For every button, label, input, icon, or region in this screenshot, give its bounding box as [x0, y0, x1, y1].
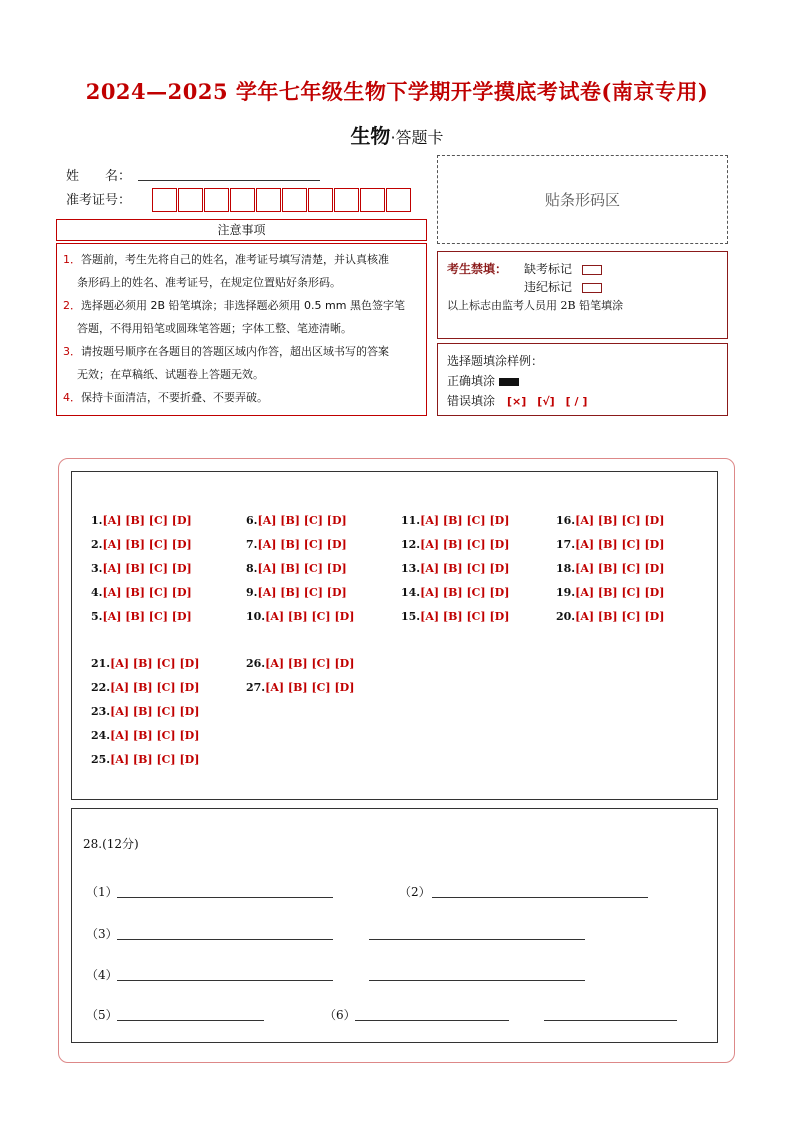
- question-28-header: 28.(12分): [83, 837, 139, 851]
- answer-options[interactable]: [A] [B] [C] [D]: [110, 681, 200, 694]
- question-number: 13.: [401, 562, 421, 575]
- note-item: [63, 248, 420, 271]
- choice-question-7[interactable]: [246, 538, 347, 551]
- answer-options[interactable]: [A] [B] [C] [D]: [102, 562, 192, 575]
- page-title: 2024—2025 学年七年级生物下学期开学摸底考试卷(南京专用): [85, 79, 709, 104]
- choice-question-12[interactable]: [401, 538, 509, 551]
- id-digit-box[interactable]: [334, 188, 359, 212]
- answer-line-1[interactable]: [117, 897, 333, 898]
- note-text: 保持卡面清洁，不要折叠、不要弄破。: [81, 391, 268, 404]
- choice-question-8[interactable]: [246, 562, 347, 575]
- answer-options[interactable]: [A] [B] [C] [D]: [257, 538, 347, 551]
- wrong-marks: [×] [√] [ / ]: [507, 395, 588, 408]
- choice-question-27[interactable]: [246, 681, 354, 694]
- id-digit-box[interactable]: [178, 188, 203, 212]
- answer-line-4b[interactable]: [369, 980, 585, 981]
- choice-question-16[interactable]: [556, 514, 664, 527]
- answer-options[interactable]: [A] [B] [C] [D]: [420, 514, 510, 527]
- choice-question-19[interactable]: [556, 586, 664, 599]
- ban-note: 以上标志由监考人员用 2B 铅笔填涂: [447, 299, 624, 312]
- question-number: 10.: [246, 610, 266, 623]
- question-number: 18.: [556, 562, 576, 575]
- choice-question-23[interactable]: [91, 705, 199, 718]
- answer-options[interactable]: [A] [B] [C] [D]: [420, 562, 510, 575]
- answer-line-3b[interactable]: [369, 939, 585, 940]
- answer-label-5: （5）: [86, 1008, 118, 1022]
- question-number: 15.: [401, 610, 421, 623]
- answer-options[interactable]: [A] [B] [C] [D]: [420, 586, 510, 599]
- answer-options[interactable]: [A] [B] [C] [D]: [102, 586, 192, 599]
- choice-question-5[interactable]: [91, 610, 192, 623]
- note-item: [63, 340, 420, 363]
- answer-options[interactable]: [A] [B] [C] [D]: [575, 562, 665, 575]
- answer-options[interactable]: [A] [B] [C] [D]: [110, 729, 200, 742]
- answer-options[interactable]: [A] [B] [C] [D]: [575, 610, 665, 623]
- choice-question-15[interactable]: [401, 610, 509, 623]
- id-digit-box[interactable]: [282, 188, 307, 212]
- question-number: 11.: [401, 514, 421, 527]
- question-number: 6.: [246, 514, 258, 527]
- violation-label: 违纪标记: [524, 280, 573, 294]
- sample-title: 选择题填涂样例：: [447, 354, 544, 368]
- note-text: 选择题必须用 2B 铅笔填涂；非选择题必须用 0.5 mm 黑色签字笔: [81, 299, 405, 312]
- answer-line-4a[interactable]: [117, 980, 333, 981]
- note-number: 3．: [63, 345, 81, 358]
- choice-question-17[interactable]: [556, 538, 664, 551]
- answer-options[interactable]: [A] [B] [C] [D]: [102, 538, 192, 551]
- question-number: 25.: [91, 753, 111, 766]
- choice-question-24[interactable]: [91, 729, 199, 742]
- name-label: 姓 名：: [66, 169, 132, 184]
- choice-question-11[interactable]: [401, 514, 509, 527]
- subtitle: [0, 120, 794, 149]
- choice-question-9[interactable]: [246, 586, 347, 599]
- barcode-label: 贴条形码区: [544, 191, 620, 209]
- question-28-section: [71, 808, 718, 1043]
- question-number: 2.: [91, 538, 103, 551]
- wrong-label: 错误填涂: [447, 394, 496, 408]
- answer-options[interactable]: [A] [B] [C] [D]: [420, 610, 510, 623]
- answer-options[interactable]: [A] [B] [C] [D]: [110, 753, 200, 766]
- choice-question-25[interactable]: [91, 753, 199, 766]
- answer-options[interactable]: [A] [B] [C] [D]: [575, 538, 665, 551]
- question-number: 16.: [556, 514, 576, 527]
- answer-line-5[interactable]: [117, 1020, 264, 1021]
- choice-question-2[interactable]: [91, 538, 192, 551]
- wrong-sample-row: [447, 392, 587, 409]
- notes-heading: 注意事项: [56, 219, 427, 241]
- notes-box: [56, 243, 427, 416]
- barcode-area: [437, 155, 728, 244]
- answer-label-6: （6）: [324, 1008, 356, 1022]
- answer-options[interactable]: [A] [B] [C] [D]: [575, 514, 665, 527]
- answer-options[interactable]: [A] [B] [C] [D]: [420, 538, 510, 551]
- filled-bubble-icon: [499, 378, 519, 386]
- answer-options[interactable]: [A] [B] [C] [D]: [265, 657, 355, 670]
- id-digit-box[interactable]: [204, 188, 229, 212]
- note-text: 请按题号顺序在各题目的答题区域内作答，超出区域书写的答案: [81, 345, 389, 358]
- question-number: 7.: [246, 538, 258, 551]
- absent-mark-row: [524, 260, 602, 277]
- answer-options[interactable]: [A] [B] [C] [D]: [102, 514, 192, 527]
- choice-question-3[interactable]: [91, 562, 192, 575]
- name-field[interactable]: [138, 180, 320, 181]
- note-text: 条形码上的姓名、准考证号，在规定位置贴好条形码。: [77, 276, 341, 289]
- question-number: 1.: [91, 514, 103, 527]
- id-digit-box[interactable]: [308, 188, 333, 212]
- note-number: 2．: [63, 299, 81, 312]
- choice-question-4[interactable]: [91, 586, 192, 599]
- question-number: 5.: [91, 610, 103, 623]
- question-number: 17.: [556, 538, 576, 551]
- id-label: 准考证号：: [66, 193, 132, 208]
- question-number: 20.: [556, 610, 576, 623]
- question-number: 26.: [246, 657, 266, 670]
- choice-question-21[interactable]: [91, 657, 199, 670]
- answer-options[interactable]: [A] [B] [C] [D]: [265, 610, 355, 623]
- question-number: 22.: [91, 681, 111, 694]
- answer-line-6b[interactable]: [544, 1020, 677, 1021]
- answer-options[interactable]: [A] [B] [C] [D]: [257, 562, 347, 575]
- choice-question-1[interactable]: [91, 514, 192, 527]
- note-text: 答题前，考生先将自己的姓名，准考证号填写清楚，并认真核准: [81, 253, 389, 266]
- question-number: 4.: [91, 586, 103, 599]
- question-number: 27.: [246, 681, 266, 694]
- question-number: 9.: [246, 586, 258, 599]
- id-number-boxes[interactable]: [152, 188, 412, 212]
- note-text: 答题，不得用铅笔或圆珠笔答题；字体工整、笔迹清晰。: [77, 322, 352, 335]
- note-item: [63, 294, 420, 317]
- answer-label-4: （4）: [86, 968, 118, 982]
- question-number: 12.: [401, 538, 421, 551]
- violation-mark-box[interactable]: [582, 283, 602, 293]
- choice-question-22[interactable]: [91, 681, 199, 694]
- answer-options[interactable]: [A] [B] [C] [D]: [257, 514, 347, 527]
- answer-card-label: 答题卡: [395, 128, 444, 147]
- choice-question-14[interactable]: [401, 586, 509, 599]
- question-number: 23.: [91, 705, 111, 718]
- id-digit-box[interactable]: [360, 188, 385, 212]
- proctor-marks-box: [437, 251, 728, 339]
- question-number: 19.: [556, 586, 576, 599]
- note-number: 1．: [63, 253, 81, 266]
- answer-line-3a[interactable]: [117, 939, 333, 940]
- id-digit-box[interactable]: [386, 188, 411, 212]
- answer-options[interactable]: [A] [B] [C] [D]: [575, 586, 665, 599]
- absent-label: 缺考标记: [524, 262, 573, 276]
- absent-mark-box[interactable]: [582, 265, 602, 275]
- choice-question-13[interactable]: [401, 562, 509, 575]
- answer-options[interactable]: [A] [B] [C] [D]: [110, 705, 200, 718]
- answer-options[interactable]: [A] [B] [C] [D]: [265, 681, 355, 694]
- answer-label-2: （2）: [399, 885, 431, 899]
- subtitle-separator: ·: [390, 128, 396, 147]
- question-number: 8.: [246, 562, 258, 575]
- choice-question-26[interactable]: [246, 657, 354, 670]
- id-digit-box[interactable]: [256, 188, 281, 212]
- note-item: [63, 386, 420, 409]
- choice-question-6[interactable]: [246, 514, 347, 527]
- choice-question-10[interactable]: [246, 610, 354, 623]
- fill-sample-box: [437, 343, 728, 416]
- answer-line-6a[interactable]: [355, 1020, 509, 1021]
- answer-label-3: （3）: [86, 927, 118, 941]
- correct-sample-row: [447, 372, 519, 389]
- answer-options[interactable]: [A] [B] [C] [D]: [257, 586, 347, 599]
- note-text: 无效；在草稿纸、试题卷上答题无效。: [77, 368, 264, 381]
- question-number: 3.: [91, 562, 103, 575]
- question-number: 21.: [91, 657, 111, 670]
- answer-label-1: （1）: [86, 885, 118, 899]
- question-number: 14.: [401, 586, 421, 599]
- choice-question-18[interactable]: [556, 562, 664, 575]
- correct-label: 正确填涂: [447, 374, 496, 388]
- violation-mark-row: [524, 278, 602, 295]
- id-digit-box[interactable]: [230, 188, 255, 212]
- answer-options[interactable]: [A] [B] [C] [D]: [102, 610, 192, 623]
- answer-line-2[interactable]: [432, 897, 648, 898]
- question-number: 24.: [91, 729, 111, 742]
- subject-label: 生物: [350, 124, 391, 148]
- id-digit-box[interactable]: [152, 188, 177, 212]
- note-number: 4．: [63, 391, 81, 404]
- ban-label: 考生禁填：: [447, 262, 508, 276]
- answer-options[interactable]: [A] [B] [C] [D]: [110, 657, 200, 670]
- choice-question-20[interactable]: [556, 610, 664, 623]
